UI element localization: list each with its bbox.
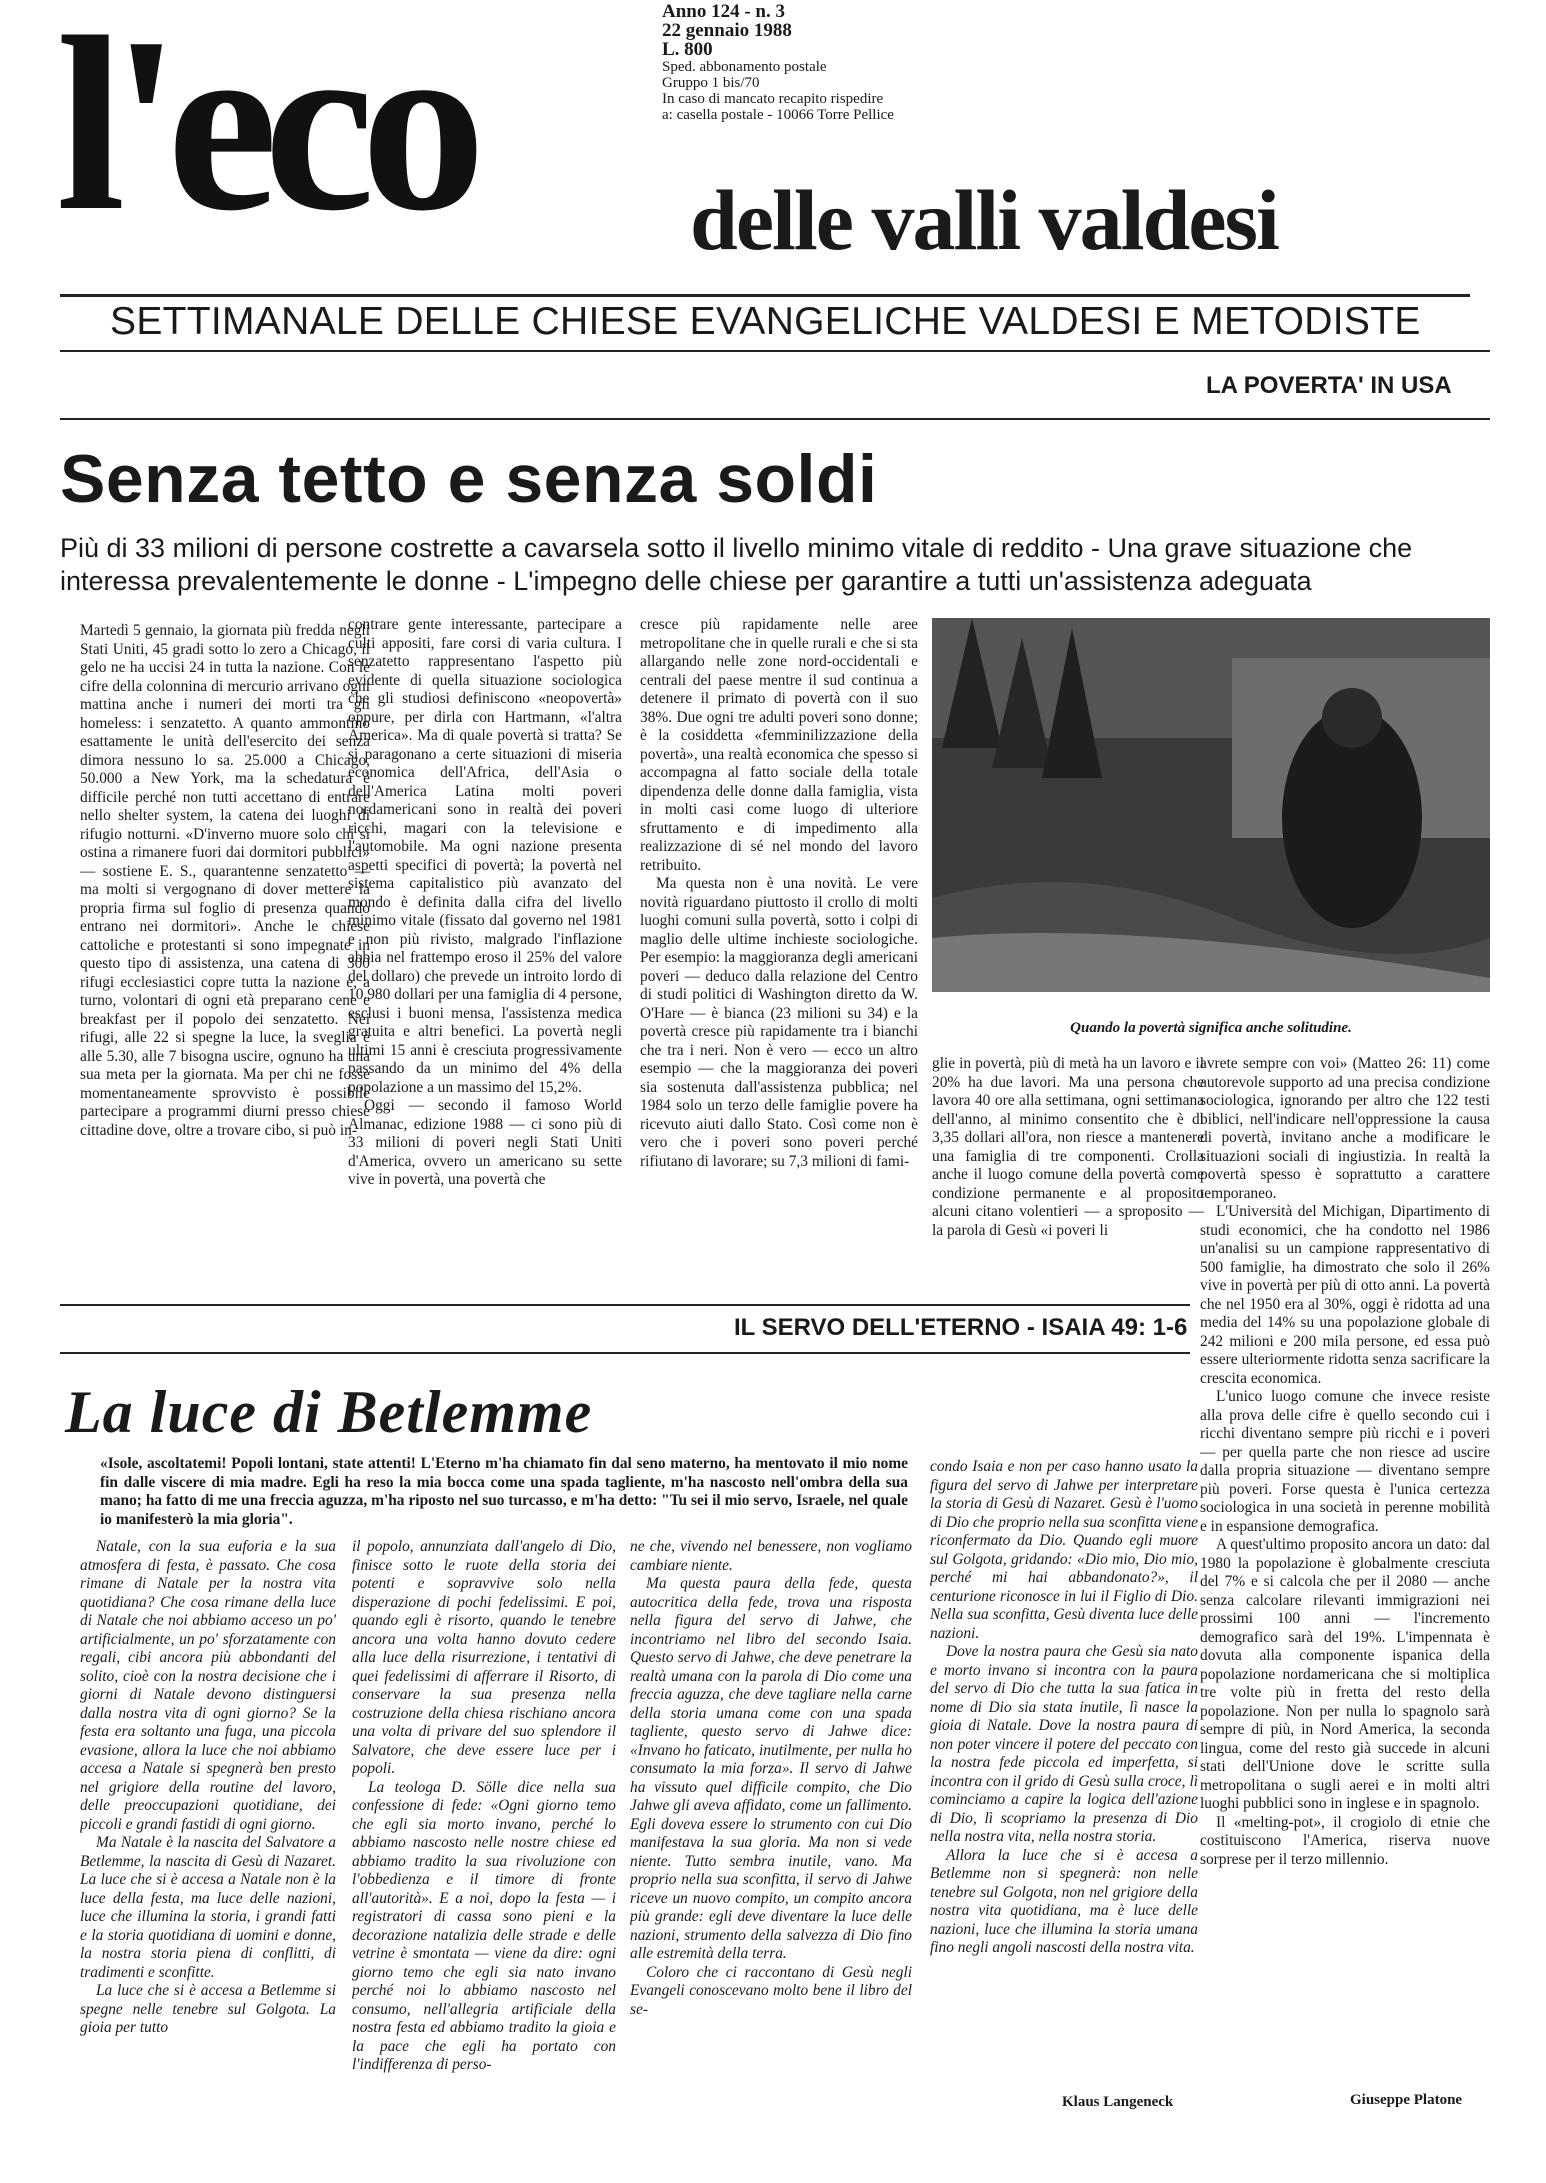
paragraph: Il «melting-pot», il crogiolo di etnie che costituiscono l'America, riserva nuove sorprese per il terzo millennio. bbox=[1200, 1813, 1490, 1868]
paragraph: contrare gente interessante, partecipare a culti appositi, fare corsi di varia cultura. I senzatetto rappresentano l'aspetto più evidente di quella situazione sociologica che gli studiosi definiscono «neopovertà» oppure, per dirla con Hartmann, «l'altra America». Ma di quale povertà si tratta? Se si paragonano a certe situazioni di miseria economica dell'Africa, dell'Asia o dell'America Latina molti poveri nordamericani sono in realtà dei poveri ricchi, magari con la televisione e l'automobile. Ma ogni nazione presenta aspetti specifici di povertà; la povertà nel sistema capitalistico più avanzato del mondo è definita dalla cifra del livello minimo vitale (fissato dal governo nel 1981 e non più rivisto, malgrado l'inflazione abbia nel frattempo eroso il 25% del valore del dollaro) che prevede un introito lordo di 10.980 dollari per una famiglia di 4 persone, esclusi i buoni mensa, l'assistenza medica gratuita e altri benefici. La povertà negli ultimi 15 anni è cresciuta progressivamente passando da un minimo del 4% della popolazione a un massimo del 15,2%. bbox=[348, 616, 622, 1096]
section-rule bbox=[60, 1304, 1190, 1306]
article1-column-4 bbox=[932, 1055, 1204, 1285]
masthead-tagline: SETTIMANALE DELLE CHIESE EVANGELICHE VALDESI E METODISTE bbox=[110, 300, 1421, 343]
issue-line: Sped. abbonamento postale bbox=[662, 59, 827, 75]
kicker-rule-2 bbox=[60, 1352, 1190, 1354]
article2-column-4 bbox=[930, 1458, 1198, 2078]
article2-title: La luce di Betlemme bbox=[65, 1379, 593, 1445]
issue-line: In caso di mancato recapito rispedire bbox=[662, 91, 884, 107]
article2-kicker: IL SERVO DELL'ETERNO - ISAIA 49: 1-6 bbox=[734, 1314, 1188, 1341]
issue-number: Anno 124 - n. 3 bbox=[662, 1, 785, 22]
article1-photo bbox=[932, 618, 1490, 992]
paragraph: Oggi — secondo il famoso World Almanac, edizione 1988 — ci sono più di 33 milioni di poveri negli Stati Uniti d'America, ovvero un americano su sette vive in povertà, una povertà che bbox=[348, 1097, 622, 1188]
paragraph: avrete sempre con voi» (Matteo 26: 11) come autorevole supporto ad una precisa condizione sociologica, ignorando per altro che 122 testi biblici, nell'indicare nell'oppressione la causa di povertà, invitano anche a modificare le situazioni sociali di ingiustizia. In realtà la povertà spesso è soprattutto a carattere temporaneo. bbox=[1200, 1055, 1490, 1202]
paragraph: ne che, vivendo nel benessere, non vogliamo cambiare niente. bbox=[630, 1538, 912, 1574]
paragraph: il popolo, annunziata dall'angelo di Dio, finisce sotto le ruote della storia dei potenti e sopravvive solo nella disperazione di pochi fedelissimi. E poi, quando egli è risorto, quando le tenebre ancora una volta hanno dovuto cedere alla luce della risurrezione, i tentativi di quei fedelissimi di afferrare il Risorto, di conservare la sua presenza nella costruzione della chiesa rischiano ancora una volta di privare del suo splendore il Salvatore, che deve essere luce per i popoli. bbox=[352, 1538, 616, 1777]
article2-author: Klaus Langeneck bbox=[1062, 2094, 1174, 2110]
paragraph: L'unico luogo comune che invece resiste alla prova delle cifre è quello secondo cui i ricchi diventano sempre più ricchi e i poveri — per quella parte che non riesce ad uscire dalla propria situazione — diventano sempre più poveri. Forse questa è l'unica certezza sociologica in una società in perenne mobilità e in espansione demografica. bbox=[1200, 1388, 1490, 1535]
paragraph: Martedì 5 gennaio, la giornata più fredda negli Stati Uniti, 45 gradi sotto lo zero a Chicago, il gelo ne ha uccisi 24 in tutta la nazione. Con le cifre della colonnina di mercurio arrivano ogni mattina anche i numeri dei morti tra gli homeless: i senzatetto. A quanto ammontino esattamente le unità dell'esercito dei senza dimora nessuno lo sa. 25.000 a Chicago, 50.000 a New York, ma la schedatura è difficile perché non tutti accettano di entrare nello shelter system, la catena dei luoghi di rifugio notturni. «D'inverno muore solo chi si ostina a rimanere fuori dai dormitori pubblici» — sostiene E. S., quarantenne senzatetto — ma molti si vergognano di dover mettere la propria firma sul foglio di presenza quando entrano nei dormitori». Anche le chiese cattoliche e protestanti si sono impegnate in questo tipo di assistenza, una catena di 300 rifugi ecclesiastici copre tutta la nazione e, a turno, volontari di ogni età preparano cene e breakfast per il popolo dei senzatetto. Nei rifugi, alle 22 si spegne la luce, la sveglia è alle 5.30, alle 7 bisogna uscire, ognuno ha una sua meta per la giornata. Ma per chi ne fosse momentaneamente sprovvisto è possibile partecipare a programmi diurni presso chiese cittadine dove, oltre a trovare cibo, si può in- bbox=[80, 622, 370, 1139]
article1-column-1 bbox=[80, 622, 370, 1302]
issue-info bbox=[662, 2, 962, 123]
paragraph: Natale, con la sua euforia e la sua atmosfera di festa, è passato. Che cosa rimane di Natale per la nostra vita quotidiana? Che cosa rimane della luce di Natale che noi abbiamo acceso un po' artificialmente, un po' sforzatamente con regali, cibi ancora più abbondanti del solito, cioè con la nostra decisione che i giorni di Natale devono distinguersi dalla nostra vita di ogni giorno? Se la festa era soltanto una fuga, una piccola evasione, allora la luce che noi abbiamo accesa a Natale si spegnerà ben presto nel grigiore della routine del lavoro, delle preoccupazioni quotidiane, dei piccoli e grandi fastidi di ogni giorno. bbox=[80, 1538, 336, 1833]
article1-deck: Più di 33 milioni di persone costrette a cavarsela sotto il livello minimo vitale di reddito - Una grave situazione che interessa prevalentemente le donne - L'impegno delle chiese per garantire a tutti un'assistenza adeguata bbox=[60, 533, 1413, 596]
article1-column-3 bbox=[640, 616, 918, 1302]
issue-line: a: casella postale - 10066 Torre Pellice bbox=[662, 107, 894, 123]
paragraph: Ma Natale è la nascita del Salvatore a Betlemme, la nascita di Gesù di Nazaret. La luce che si è accesa a Natale non è la luce della festa, ma luce delle nazioni, luce che illumina la storia, i grandi fatti e la storia quotidiana di uomini e donne, la nostra storia piena di conflitti, di tradimenti e sconfitte. bbox=[80, 1834, 336, 1981]
paragraph: Ma questa paura della fede, questa autocritica della fede, trova una risposta nella figura del servo di Jahwe, che incontriamo nel libro del secondo Isaia. Questo servo di Jahwe, che deve penetrare la realtà umana con la parola di Dio come una freccia aguzza, che deve tagliare nella carne della storia umana come con una spada tagliente, questo servo di Jahwe dice: «Invano ho faticato, inutilmente, per nulla ho consumato la mia forza». Il servo di Jahwe ha vissuto quel difficile compito, che Dio Jahwe gli aveva affidato, come un fallimento. Egli doveva essere lo strumento con cui Dio manifestava la sua gloria. Ma non si vede niente. Tutto sembra inutile, vano. Ma proprio nella sua sconfitta, il servo di Jahwe riceve un nuovo compito, un compito ancora più grande: egli deve diventare la luce delle nazioni, strumento della salvezza di Dio fino alle estremità della terra. bbox=[630, 1575, 912, 1962]
article1-kicker: LA POVERTA' IN USA bbox=[1206, 372, 1452, 399]
article2-column-1 bbox=[80, 1538, 336, 2158]
article1-column-5 bbox=[1200, 1055, 1490, 2073]
article1-column-2 bbox=[348, 616, 622, 1302]
paragraph: La luce che si è accesa a Betlemme si spegne nelle tenebre sul Golgota. La gioia per tutto bbox=[80, 1982, 336, 2036]
paragraph: La teologa D. Sölle dice nella sua confessione di fede: «Ogni giorno temo che egli sia morto invano, perché lo abbiamo nascosto nelle nostre chiese ed abbiamo tradito la sua rivoluzione con l'obbedienza e il timore di fronte all'autorità». E a noi, dopo la festa — i registratori di cassa sono pieni e la decorazione natalizia delle strade e delle vetrine è smontata — viene da dire: ogni giorno temo che egli sia nato invano perché noi lo abbiamo nascosto nel consumo, nell'allegria artificiale della nostra festa ed abbiamo tradito la gioia e la pace che egli ha portato con l'indifferenza di perso- bbox=[352, 1778, 616, 2073]
paragraph: L'Università del Michigan, Dipartimento di studi economici, che ha condotto nel 1986 un'analisi su un campione rappresentativo di 500 famiglie, ha dimostrato che solo il 26% vive in povertà per più di otto anni. La povertà che nel 1950 era al 30%, oggi è ridotta ad una media del 14% su una popolazione globale di 242 milioni e 200 mila persone, ed essa può essere ulteriormente ridotta senza sacrificare la crescita economica. bbox=[1200, 1203, 1490, 1387]
paragraph: Allora la luce che si è accesa a Betlemme non si spegnerà: non nelle tenebre sul Golgota, non nel grigiore della nostra vita quotidiana, ma è luce delle nazioni, luce che illumina la storia umana fino negli angoli nascosti della nostra vita. bbox=[930, 1846, 1198, 1956]
paragraph: cresce più rapidamente nelle aree metropolitane che in quelle rurali e che si sta allargando nelle zone nord-occidentali e centrali del paese mentre il sud continua a detenere il primato di povertà con il suo 38%. Due ogni tre adulti poveri sono donne; è la cosiddetta «femminilizzazione della povertà», una realtà economica che spesso si accompagna al fatto sociale della totale dipendenza delle donne dalla famiglia, vista in molti casi come luogo di ulteriore sfruttamento e di impedimento alla realizzazione di sé nel mondo del lavoro retribuito. bbox=[640, 616, 918, 874]
article2-column-3 bbox=[630, 1538, 912, 2158]
paragraph: Dove la nostra paura che Gesù sia nato e morto invano si incontra con la paura del servo di Dio che tutta la sua fatica in nome di Dio sia stata inutile, lì nasce la gioia di Natale. Dove la nostra paura di non poter vincere il potere del peccato con la nostra fede piccola ed imperfetta, si incontra con il grido di Gesù sulla croce, lì cominciamo a capire la logica dell'azione di Dio, lì scopriamo la presenza di Dio nella nostra vita, nella nostra storia. bbox=[930, 1643, 1198, 1845]
issue-date: 22 gennaio 1988 bbox=[662, 20, 792, 41]
article1-author: Giuseppe Platone bbox=[1350, 2092, 1463, 2108]
paragraph: condo Isaia e non per caso hanno usato la figura del servo di Jahwe per interpretare la storia di Gesù di Nazaret. Gesù è l'uomo di Dio che proprio nella sua sconfitta viene riconfermato da Dio. Quando egli muore sul Golgota, gridando: «Dio mio, Dio mio, perché mi hai abbandonato?», il centurione riconosce in lui il Figlio di Dio. Nella sua sconfitta, Gesù diventa luce delle nazioni. bbox=[930, 1458, 1198, 1642]
issue-line: Gruppo 1 bis/70 bbox=[662, 75, 760, 91]
masthead-rule bbox=[60, 294, 1470, 297]
photo-illustration bbox=[932, 618, 1490, 992]
article1-headline: Senza tetto e senza soldi bbox=[60, 441, 878, 517]
paragraph: Ma questa non è una novità. Le vere novità riguardano piuttosto il crollo di molti luoghi comuni sulla povertà, sotto i colpi di maglio delle ultime inchieste sociologiche. Per esempio: la maggioranza degli americani poveri — deduco dalla relazione del Centro di studi politici di Washington diretto da W. O'Hare — è bianca (23 milioni su 34) e la povertà cresce più rapidamente tra i bianchi che tra i neri. Non è vero — ecco un altro esempio — che la maggioranza dei poveri sia sostenuta dall'assistenza pubblica; nel 1984 solo un terzo delle famiglie povere ha ricevuto aiuti dallo Stato. Così come non è vero che i poveri sono poveri perché rifiutano di lavorare; su 7,3 milioni di fami- bbox=[640, 875, 918, 1170]
paragraph: glie in povertà, più di metà ha un lavoro e il 20% ha due lavori. Ma una persona che lavora 40 ore alla settimana, ogni settimana dell'anno, al minimo consentito che è di 3,35 dollari all'ora, non riesce a mantenere una famiglia di tre componenti. Crolla anche il luogo comune della povertà come condizione permanente e al proposito alcuni citano volentieri — a sproposito — la parola di Gesù «i poveri li bbox=[932, 1055, 1204, 1239]
masthead-logo: l'eco bbox=[56, 0, 472, 263]
masthead-subtitle: delle valli valdesi bbox=[690, 172, 1278, 268]
paragraph: Coloro che ci raccontano di Gesù negli Evangeli conoscevano molto bene il libro del se- bbox=[630, 1963, 912, 2018]
article2-column-2 bbox=[352, 1538, 616, 2158]
issue-price: L. 800 bbox=[662, 39, 713, 60]
article2-bible-quote: «Isole, ascoltatemi! Popoli lontani, state attenti! L'Eterno m'ha chiamato fin dal seno materno, ha mentovato il mio nome fin dalle viscere di mia madre. Egli ha reso la mia bocca come una spada tagliente, m'ha nascosto nell'ombra della sua mano; ha fatto di me una freccia aguzza, m'ha riposto nel suo turcasso, e m'ha detto: "Tu sei il mio servo, Israele, nel quale io manifesterò la mia gloria". bbox=[100, 1455, 908, 1528]
paragraph: A quest'ultimo proposito ancora un dato: dal 1980 la popolazione è globalmente cresciuta del 7% e si calcola che per il 2080 — anche senza calcolare rilevanti immigrazioni nei prossimi 100 anni — l'incremento demografico sarà del 19%. L'impennata è dovuta alla componente ispanica della popolazione nordamericana che si moltiplica tre volte più in fretta del resto della popolazione. Non per nulla lo spagnolo sarà sempre di più, in Nord America, la seconda lingua, come del resto già succede in alcuni stati dell'Unione dove le scritte sulla metropolitana o sugli aerei e in molti altri luoghi pubblici sono in inglese e in spagnolo. bbox=[1200, 1536, 1490, 1812]
kicker-rule bbox=[60, 418, 1490, 420]
tagline-rule bbox=[60, 350, 1490, 352]
photo-caption: Quando la povertà significa anche solitudine. bbox=[1070, 1020, 1352, 1036]
